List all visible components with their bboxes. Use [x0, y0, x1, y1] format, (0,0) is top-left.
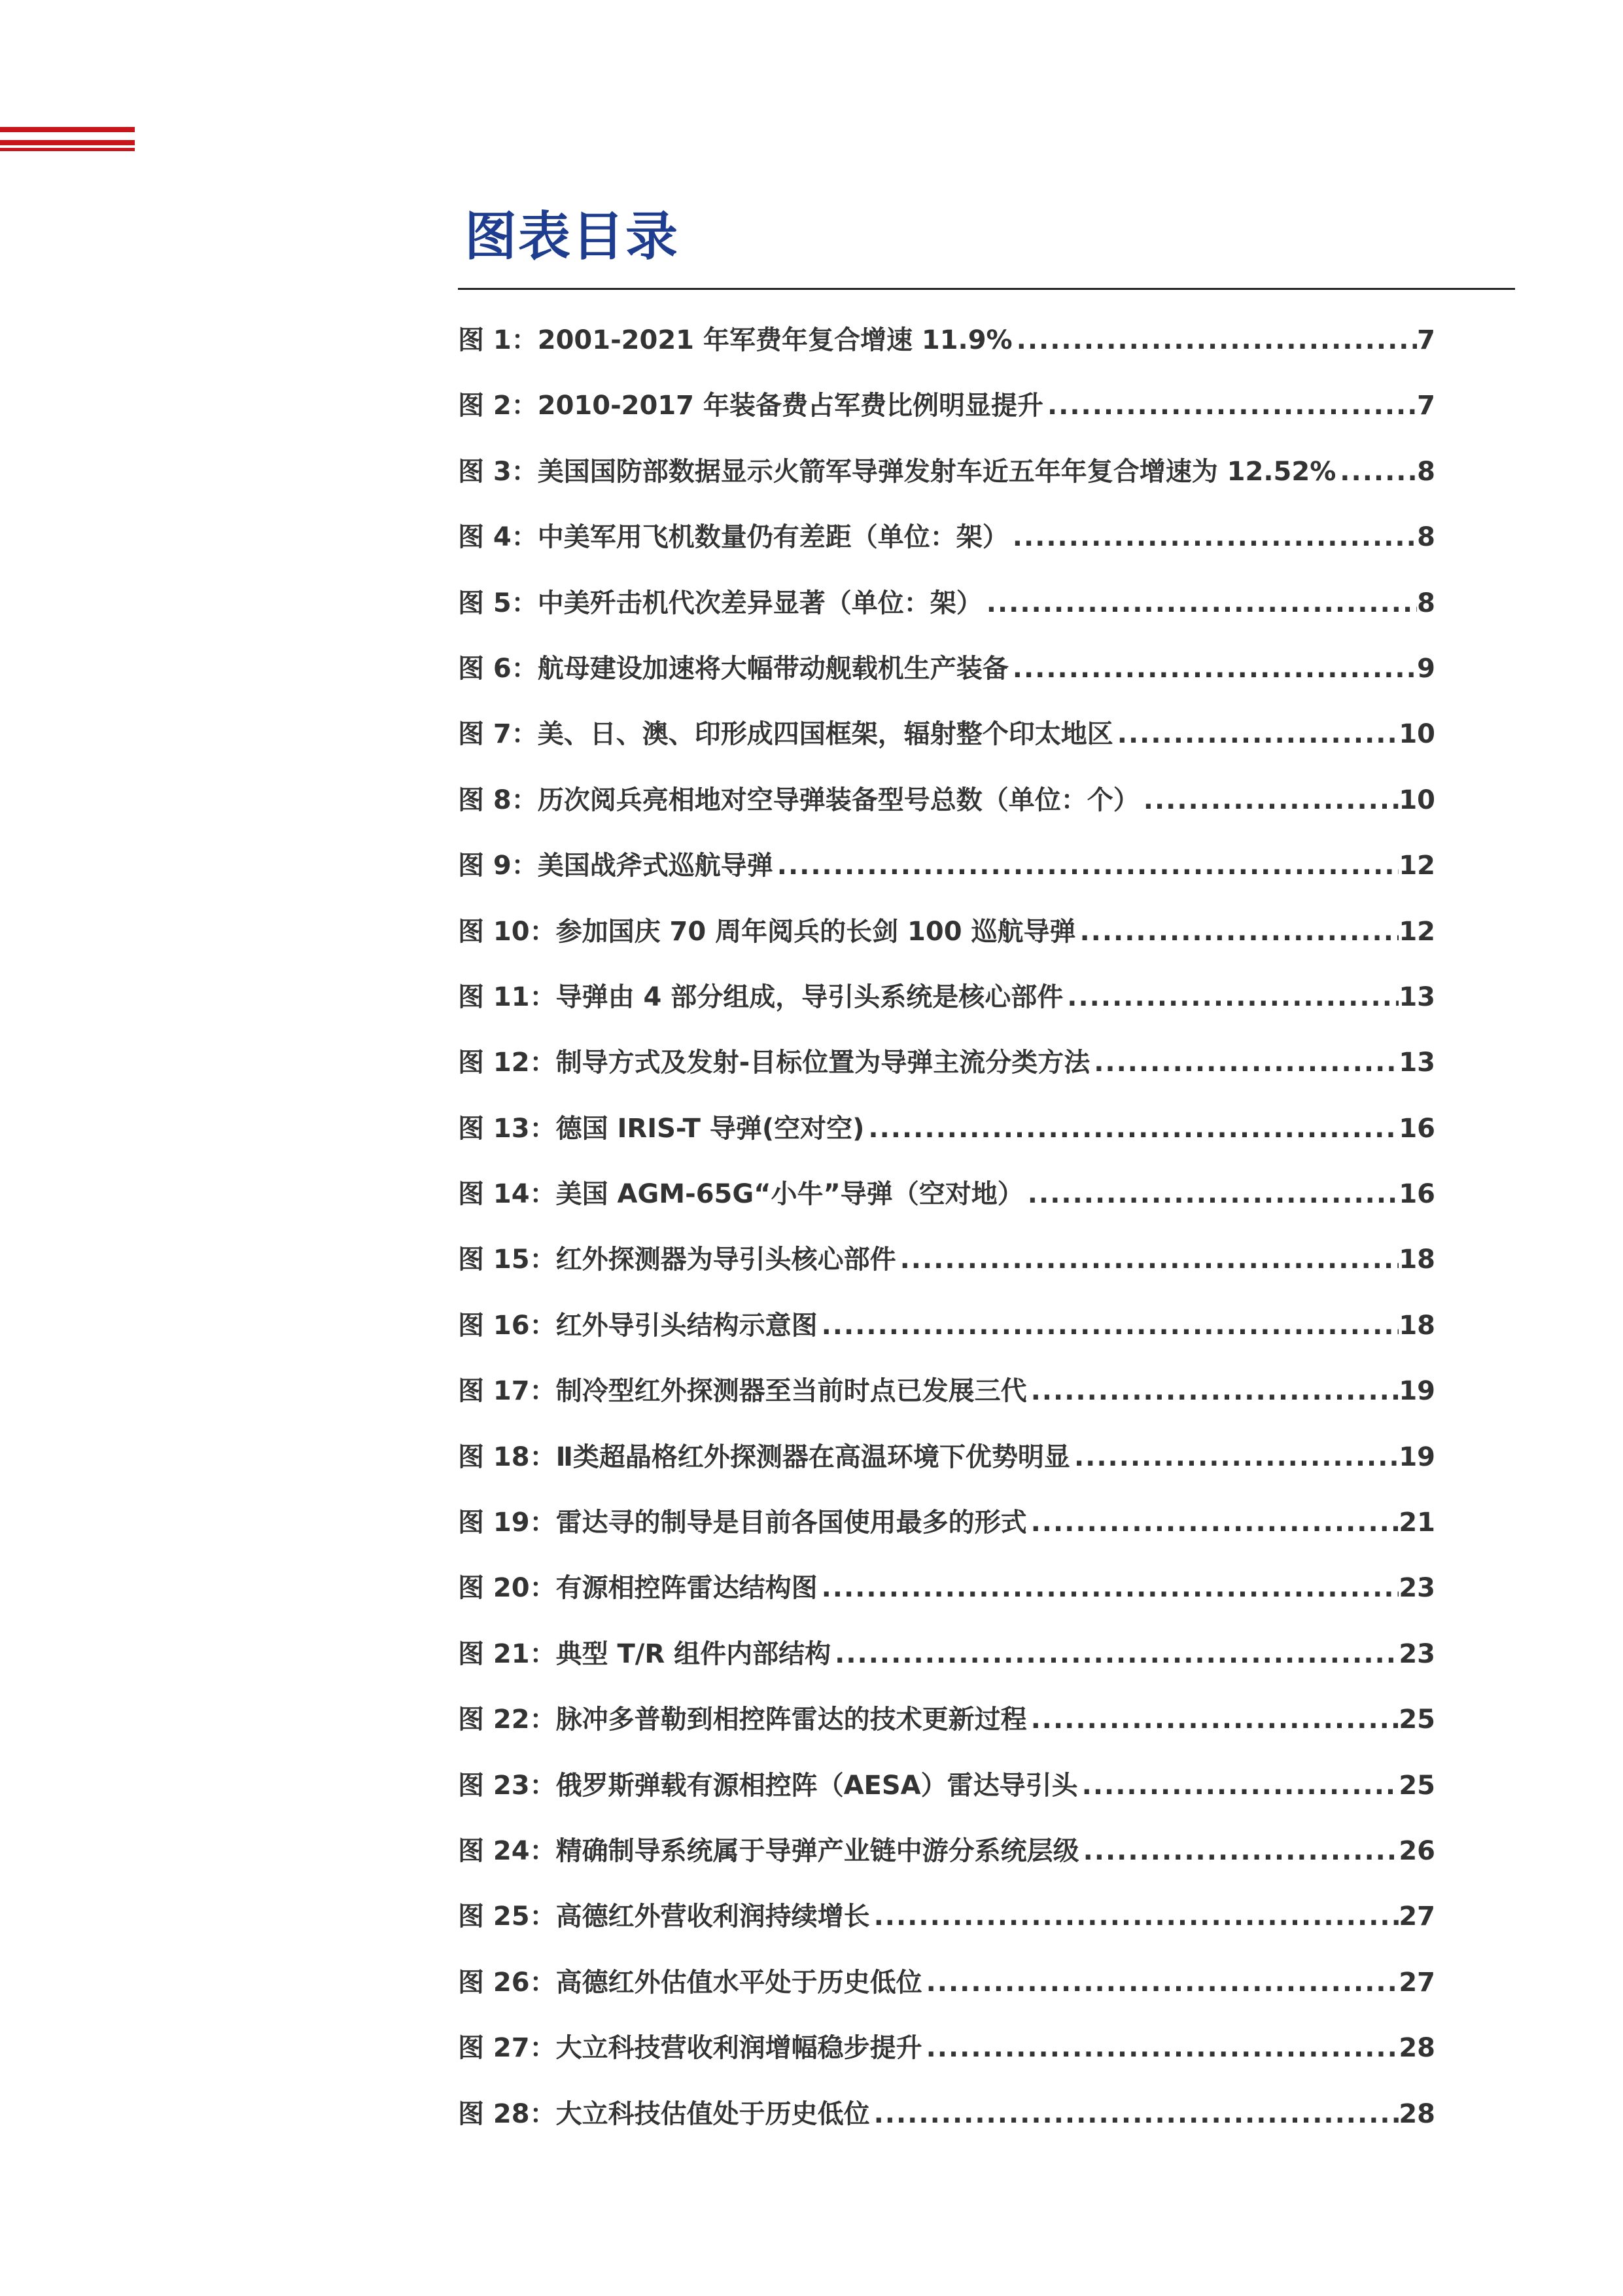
toc-entry-label: 图 12：制导方式及发射-目标位置为导弹主流分类方法 — [458, 1048, 1091, 1078]
dot-leader — [1013, 325, 1418, 355]
toc-entry[interactable] — [458, 779, 1435, 845]
toc-entry-label: 图 8：历次阅兵亮相地对空导弹装备型号总数（单位：个） — [458, 785, 1140, 815]
toc-entry[interactable] — [458, 1830, 1435, 1896]
toc-entry-label: 图 15：红外探测器为导引头核心部件 — [458, 1245, 896, 1275]
toc-entry-page: 8 — [1417, 588, 1435, 618]
toc-entry[interactable] — [458, 648, 1435, 713]
header-accent-bar-top — [0, 127, 135, 132]
dot-leader — [1024, 1179, 1399, 1209]
dot-leader — [922, 1968, 1399, 1998]
toc-entry-label: 图 28：大立科技估值处于历史低位 — [458, 2098, 870, 2129]
toc-entry-label: 图 19：雷达寻的制导是目前各国使用最多的形式 — [458, 1508, 1027, 1538]
toc-entry[interactable] — [458, 2093, 1435, 2159]
toc-entry-page: 25 — [1399, 1704, 1435, 1735]
toc-entry-label: 图 7：美、日、澳、印形成四国框架，辐射整个印太地区 — [458, 719, 1113, 750]
dot-leader — [1078, 1771, 1399, 1801]
toc-entry-page: 12 — [1399, 916, 1435, 947]
dot-leader — [864, 1114, 1399, 1144]
toc-entry-page: 7 — [1417, 391, 1435, 421]
toc-entry-label: 图 2：2010-2017 年装备费占军费比例明显提升 — [458, 391, 1043, 421]
toc-entry[interactable] — [458, 1765, 1435, 1830]
dot-leader — [1027, 1508, 1399, 1538]
toc-entry[interactable] — [458, 1633, 1435, 1699]
table-of-figures — [458, 319, 1435, 2159]
dot-leader — [818, 1311, 1399, 1341]
toc-entry-label: 图 14：美国 AGM-65G“小牛”导弹（空对地） — [458, 1179, 1024, 1210]
toc-entry[interactable] — [458, 516, 1435, 582]
toc-entry[interactable] — [458, 1108, 1435, 1173]
toc-entry-label: 图 24：精确制导系统属于导弹产业链中游分系统层级 — [458, 1835, 1079, 1866]
dot-leader — [1075, 917, 1399, 947]
toc-entry-page: 26 — [1399, 1835, 1435, 1866]
toc-entry-label: 图 10：参加国庆 70 周年阅兵的长剑 100 巡航导弹 — [458, 916, 1076, 947]
toc-entry-page: 10 — [1399, 719, 1435, 750]
toc-entry[interactable] — [458, 911, 1435, 976]
toc-entry-page: 18 — [1399, 1310, 1435, 1341]
dot-leader — [1043, 391, 1417, 421]
toc-entry-page: 13 — [1399, 1048, 1435, 1078]
dot-leader — [896, 1245, 1399, 1275]
toc-entry-label: 图 16：红外导引头结构示意图 — [458, 1310, 818, 1341]
toc-entry-page: 8 — [1417, 522, 1435, 553]
dot-leader — [1336, 457, 1417, 487]
toc-entry-label: 图 3：美国国防部数据显示火箭军导弹发射车近五年年复合增速为 12.52% — [458, 456, 1336, 487]
dot-leader — [1140, 785, 1399, 815]
toc-entry-label: 图 5：中美歼击机代次差异显著（单位：架） — [458, 588, 983, 618]
dot-leader — [1009, 522, 1417, 552]
dot-leader — [922, 2033, 1399, 2063]
dot-leader — [831, 1639, 1399, 1669]
toc-entry-label: 图 22：脉冲多普勒到相控阵雷达的技术更新过程 — [458, 1704, 1027, 1735]
toc-entry-label: 图 27：大立科技营收利润增幅稳步提升 — [458, 2033, 922, 2064]
toc-entry[interactable] — [458, 713, 1435, 779]
dot-leader — [1027, 1704, 1399, 1735]
title-underline — [458, 288, 1515, 290]
toc-entry-label: 图 6：航母建设加速将大幅带动舰载机生产装备 — [458, 653, 1009, 684]
dot-leader — [1113, 719, 1399, 749]
toc-entry-page: 8 — [1417, 456, 1435, 487]
toc-entry[interactable] — [458, 2027, 1435, 2093]
toc-entry-page: 25 — [1399, 1770, 1435, 1801]
toc-entry-label: 图 26：高德红外估值水平处于历史低位 — [458, 1967, 922, 1998]
dot-leader — [818, 1573, 1399, 1603]
toc-entry-label: 图 17：制冷型红外探测器至当前时点已发展三代 — [458, 1376, 1027, 1407]
dot-leader — [1009, 654, 1417, 684]
toc-entry-page: 10 — [1399, 785, 1435, 815]
toc-entry-page: 23 — [1399, 1638, 1435, 1669]
dot-leader — [1027, 1376, 1399, 1406]
toc-entry[interactable] — [458, 1699, 1435, 1764]
toc-entry-page: 19 — [1399, 1376, 1435, 1407]
dot-leader — [1063, 982, 1399, 1012]
page-title: 图表目录 — [464, 206, 679, 267]
dot-leader — [983, 588, 1417, 618]
toc-entry[interactable] — [458, 845, 1435, 910]
toc-entry-label: 图 23：俄罗斯弹载有源相控阵（AESA）雷达导引头 — [458, 1770, 1078, 1801]
toc-entry-page: 27 — [1399, 1901, 1435, 1932]
dot-leader — [870, 1901, 1399, 1932]
toc-entry-page: 9 — [1417, 653, 1435, 684]
toc-entry[interactable] — [458, 1370, 1435, 1436]
toc-entry-label: 图 4：中美军用飞机数量仍有差距（单位：架） — [458, 522, 1009, 553]
toc-entry[interactable] — [458, 1896, 1435, 1961]
toc-entry-page: 19 — [1399, 1441, 1435, 1472]
toc-entry-label: 图 20：有源相控阵雷达结构图 — [458, 1573, 818, 1604]
toc-entry[interactable] — [458, 451, 1435, 516]
toc-entry[interactable] — [458, 1502, 1435, 1567]
toc-entry-label: 图 13：德国 IRIS-T 导弹(空对空) — [458, 1113, 865, 1144]
toc-entry-label: 图 1：2001-2021 年军费年复合增速 11.9% — [458, 325, 1013, 355]
header-accent-bar-bottom — [0, 148, 135, 151]
toc-entry[interactable] — [458, 1173, 1435, 1239]
toc-entry-label: 图 18：Ⅱ类超晶格红外探测器在高温环境下优势明显 — [458, 1441, 1070, 1472]
toc-entry-label: 图 11：导弹由 4 部分组成，导引头系统是核心部件 — [458, 981, 1064, 1012]
toc-entry-page: 28 — [1399, 2098, 1435, 2129]
toc-entry-page: 16 — [1399, 1113, 1435, 1144]
toc-entry-page: 18 — [1399, 1245, 1435, 1275]
toc-entry[interactable] — [458, 385, 1435, 450]
toc-entry-page: 23 — [1399, 1573, 1435, 1604]
toc-entry[interactable] — [458, 1042, 1435, 1107]
toc-entry-label: 图 9：美国战斧式巡航导弹 — [458, 851, 773, 881]
toc-entry-page: 12 — [1399, 851, 1435, 881]
dot-leader — [1079, 1836, 1399, 1866]
toc-entry-page: 7 — [1417, 325, 1435, 355]
dot-leader — [1070, 1442, 1399, 1472]
toc-entry-page: 28 — [1399, 2033, 1435, 2064]
toc-entry-page: 21 — [1399, 1508, 1435, 1538]
toc-entry-page: 27 — [1399, 1967, 1435, 1998]
toc-entry[interactable] — [458, 319, 1435, 385]
header-accent-bar-middle — [0, 140, 135, 145]
toc-entry-page: 16 — [1399, 1179, 1435, 1210]
dot-leader — [773, 851, 1399, 881]
dot-leader — [870, 2099, 1399, 2129]
toc-entry-label: 图 21：典型 T/R 组件内部结构 — [458, 1638, 831, 1669]
toc-entry[interactable] — [458, 976, 1435, 1042]
toc-entry[interactable] — [458, 1962, 1435, 2027]
toc-entry-page: 13 — [1399, 981, 1435, 1012]
toc-entry[interactable] — [458, 582, 1435, 648]
toc-entry[interactable] — [458, 1305, 1435, 1370]
toc-entry[interactable] — [458, 1436, 1435, 1502]
toc-entry[interactable] — [458, 1239, 1435, 1304]
dot-leader — [1090, 1048, 1399, 1078]
toc-entry[interactable] — [458, 1567, 1435, 1633]
toc-entry-label: 图 25：高德红外营收利润持续增长 — [458, 1901, 870, 1932]
